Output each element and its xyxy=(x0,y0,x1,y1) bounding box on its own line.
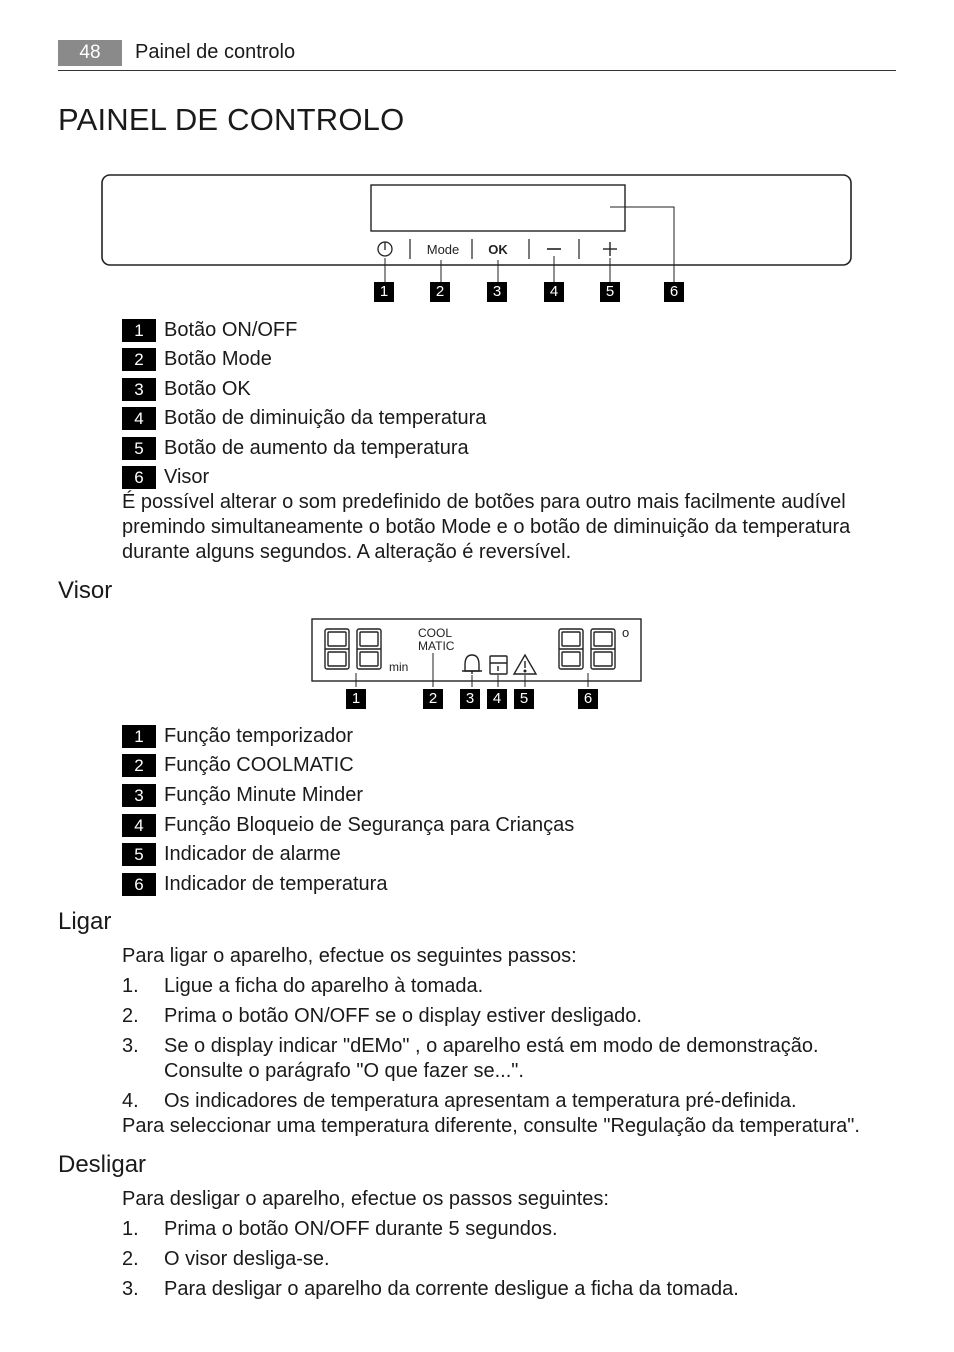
legend-item xyxy=(122,841,341,867)
visor-callout-2: 2 xyxy=(423,689,443,709)
step-number: 4. xyxy=(122,1090,139,1112)
step-text: Prima o botão ON/OFF durante 5 segundos. xyxy=(164,1218,558,1240)
visor-callout-5: 5 xyxy=(514,689,534,709)
legend-label: Botão de diminuição da temperatura xyxy=(164,407,487,429)
power-icon xyxy=(378,242,392,256)
legend-item xyxy=(122,782,363,808)
display-leader xyxy=(610,207,674,282)
legend-number: 3 xyxy=(122,784,156,807)
legend-item xyxy=(122,405,487,431)
legend-item xyxy=(122,812,575,838)
cool-label: COOL xyxy=(418,626,453,640)
step-number: 3. xyxy=(122,1278,139,1300)
step-number: 2. xyxy=(122,1248,139,1270)
legend-item xyxy=(122,752,354,778)
step-number: 1. xyxy=(122,975,139,997)
panel-callout-3: 3 xyxy=(487,282,507,302)
legend-number: 5 xyxy=(122,437,156,460)
legend-label: Botão Mode xyxy=(164,348,272,370)
running-header: Painel de controlo xyxy=(135,41,296,63)
legend-label: Visor xyxy=(164,466,210,488)
legend-number: 6 xyxy=(122,873,156,896)
step-number: 3. xyxy=(122,1035,139,1057)
legend-item xyxy=(122,346,272,372)
temperature-digits xyxy=(559,629,615,669)
min-label: min xyxy=(389,660,409,674)
legend-number: 4 xyxy=(122,814,156,837)
ligar-outro: Para seleccionar uma temperatura diferente, consulte "Regulação da temperatura". xyxy=(122,1115,860,1137)
step-text: Para desligar o aparelho da corrente desligue a ficha da tomada. xyxy=(164,1278,739,1300)
legend-item xyxy=(122,376,251,402)
header-divider xyxy=(58,70,896,71)
step-text: Os indicadores de temperatura apresentam a temperatura pré-definida. xyxy=(164,1090,797,1112)
bell-icon xyxy=(462,655,482,674)
panel-callout-2: 2 xyxy=(430,282,450,302)
visor-callout-1: 1 xyxy=(346,689,366,709)
step-text: Prima o botão ON/OFF se o display estiver desligado. xyxy=(164,1005,642,1027)
page-title: PAINEL DE CONTROLO xyxy=(58,102,405,137)
section-heading-desligar: Desligar xyxy=(58,1151,147,1178)
legend-item xyxy=(122,871,388,897)
visor-callout-6: 6 xyxy=(578,689,598,709)
legend-number: 2 xyxy=(122,348,156,371)
legend-label: Indicador de temperatura xyxy=(164,873,388,895)
child-lock-icon xyxy=(490,656,507,674)
mode-button-label: Mode xyxy=(426,242,460,257)
legend-label: Botão OK xyxy=(164,378,251,400)
legend-label: Botão de aumento da temperatura xyxy=(164,437,469,459)
legend-number: 3 xyxy=(122,378,156,401)
panel-callout-6: 6 xyxy=(664,282,684,302)
section-heading-ligar: Ligar xyxy=(58,908,112,935)
step-text: Se o display indicar "dEMo" , o aparelho está em modo de demonstração. Consulte o parágrafo "O que fazer se...". xyxy=(164,1035,819,1082)
visor-callout-3: 3 xyxy=(460,689,480,709)
panel-display xyxy=(371,185,625,231)
legend-label: Botão ON/OFF xyxy=(164,319,298,341)
legend-label: Função COOLMATIC xyxy=(164,754,354,776)
legend-number: 4 xyxy=(122,407,156,430)
panel-callout-5: 5 xyxy=(600,282,620,302)
panel-outline xyxy=(102,175,851,265)
ligar-intro: Para ligar o aparelho, efectue os seguintes passos: xyxy=(122,945,577,967)
legend-label: Função Bloqueio de Segurança para Crianças xyxy=(164,814,575,836)
legend-label: Função Minute Minder xyxy=(164,784,363,806)
legend-item xyxy=(122,435,469,461)
step-text: Ligue a ficha do aparelho à tomada. xyxy=(164,975,484,997)
visor-callout-4: 4 xyxy=(487,689,507,709)
degree-symbol: o xyxy=(622,625,630,640)
control-panel-diagram xyxy=(0,170,954,310)
step-number: 2. xyxy=(122,1005,139,1027)
ok-button-label: OK xyxy=(488,242,508,257)
panel-callout-1: 1 xyxy=(374,282,394,302)
legend-number: 2 xyxy=(122,754,156,777)
legend-number: 5 xyxy=(122,843,156,866)
step-text: O visor desliga-se. xyxy=(164,1248,330,1270)
legend-number: 6 xyxy=(122,466,156,489)
legend-item xyxy=(122,317,298,343)
desligar-intro: Para desligar o aparelho, efectue os passos seguintes: xyxy=(122,1188,609,1210)
legend-label: Indicador de alarme xyxy=(164,843,341,865)
legend-item xyxy=(122,464,210,490)
legend-number: 1 xyxy=(122,319,156,342)
section-heading-visor: Visor xyxy=(58,577,113,604)
matic-label: MATIC xyxy=(418,639,455,653)
panel-note: É possível alterar o som predefinido de botões para outro mais facilmente audível premindo simultaneamente o botão Mode e o botão de diminuição da temperatura durante alguns segundos. A alteração é reversível. xyxy=(122,491,851,563)
legend-item xyxy=(122,723,353,749)
page-number: 48 xyxy=(58,40,122,66)
timer-digits xyxy=(325,629,381,669)
step-number: 1. xyxy=(122,1218,139,1240)
alarm-icon xyxy=(514,655,536,674)
panel-callout-4: 4 xyxy=(544,282,564,302)
legend-number: 1 xyxy=(122,725,156,748)
plus-icon xyxy=(603,242,617,256)
legend-label: Função temporizador xyxy=(164,725,353,747)
